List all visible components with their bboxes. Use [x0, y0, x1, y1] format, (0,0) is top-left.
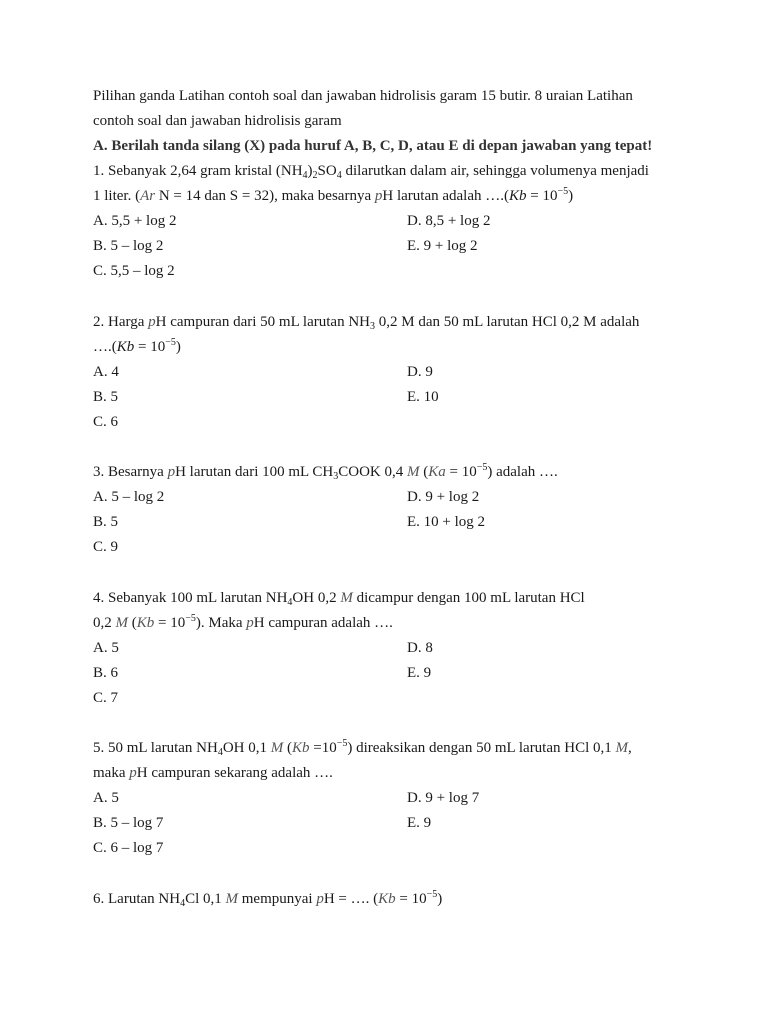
option-b: B. 5 – log 2: [93, 238, 164, 254]
intro-line-1: Pilihan ganda Latihan contoh soal dan jawaban hidrolisis garam 15 butir. 8 uraian Latihan: [93, 88, 633, 104]
question-2-line-2: ….(Kb = $10^{-5}$): [93, 336, 181, 355]
option-d: D. 9 + log 2: [407, 489, 480, 505]
option-b: B. 6: [93, 664, 119, 681]
option-d: D. 9: [407, 363, 433, 380]
option-a: A. 5 – log 2: [93, 489, 165, 505]
option-c: C. 9: [93, 539, 119, 555]
intro-line-2: contoh soal dan jawaban hidrolisis garam: [93, 113, 342, 129]
option-c: C. 7: [93, 689, 119, 706]
question-4-line-2: 0,2 M $(Kb = 10^{-5})$. Maka pH campuran adalah ….: [93, 612, 393, 631]
option-c: C. 6: [93, 413, 119, 430]
option-a: A. 5: [93, 639, 119, 656]
question-2-line-1: 2. Harga pH campuran dari 50 mL larutan $NH_3$ 0,2 M dan 50 mL larutan HCl 0,2 M adalah: [93, 313, 640, 332]
option-c: C. 5,5 – log 2: [93, 263, 175, 279]
option-b: B. 5 – log 7: [93, 815, 164, 831]
option-e: E. 10 + log 2: [407, 514, 486, 530]
question-2-options: [93, 360, 683, 435]
question-1-options: [93, 209, 683, 284]
question-5-line-1: 5. 50 mL larutan $NH_4OH$ 0,1 M $(Kb =10^{-5})$ direaksikan dengan 50 mL larutan HCl 0,1 M,: [93, 738, 632, 758]
document-page: [93, 84, 683, 912]
option-e: E. 9: [407, 664, 432, 681]
question-1-line-2: 1 liter. (Ar N = 14 dan S = 32), maka besarnya pH larutan adalah ….(Kb = $10^{-5}$): [93, 186, 574, 204]
option-e: E. 10: [407, 388, 439, 405]
question-4-line-1: 4. Sebanyak 100 mL larutan $NH_4OH$ 0,2 M dicampur dengan 100 mL larutan HCl: [93, 589, 585, 608]
option-e: E. 9: [407, 815, 432, 831]
option-c: C. 6 – log 7: [93, 840, 164, 856]
option-e: E. 9 + log 2: [407, 238, 478, 254]
question-1-line-1: 1. Sebanyak 2,64 gram kristal $(NH_4)_2SO_4$ dilarutkan dalam air, sehingga volumenya menjadi: [93, 163, 649, 181]
option-d: D. 9 + log 7: [407, 790, 480, 806]
option-b: B. 5: [93, 514, 119, 530]
option-d: D. 8: [407, 639, 433, 656]
option-a: A. 4: [93, 363, 119, 380]
option-a: A. 5: [93, 790, 119, 806]
instruction: A. Berilah tanda silang (X) pada huruf A, B, C, D, atau E di depan jawaban yang tepat!: [93, 138, 653, 154]
option-b: B. 5: [93, 388, 119, 405]
question-3-line-1: 3. Besarnya pH larutan dari 100 mL $CH_3COOK$ 0,4 M $(Ka = 10^{-5})$ adalah ….: [93, 462, 558, 482]
question-4-options: [93, 636, 683, 711]
question-5-line-2: maka pH campuran sekarang adalah ….: [93, 765, 333, 781]
question-3-options: [93, 485, 683, 560]
option-d: D. 8,5 + log 2: [407, 213, 491, 229]
question-5-options: [93, 786, 683, 861]
option-a: A. 5,5 + log 2: [93, 213, 177, 229]
question-6-line-1: 6. Larutan $NH_4Cl$ 0,1 M mempunyai pH = …. $(Kb = 10^{-5})$: [93, 888, 443, 909]
